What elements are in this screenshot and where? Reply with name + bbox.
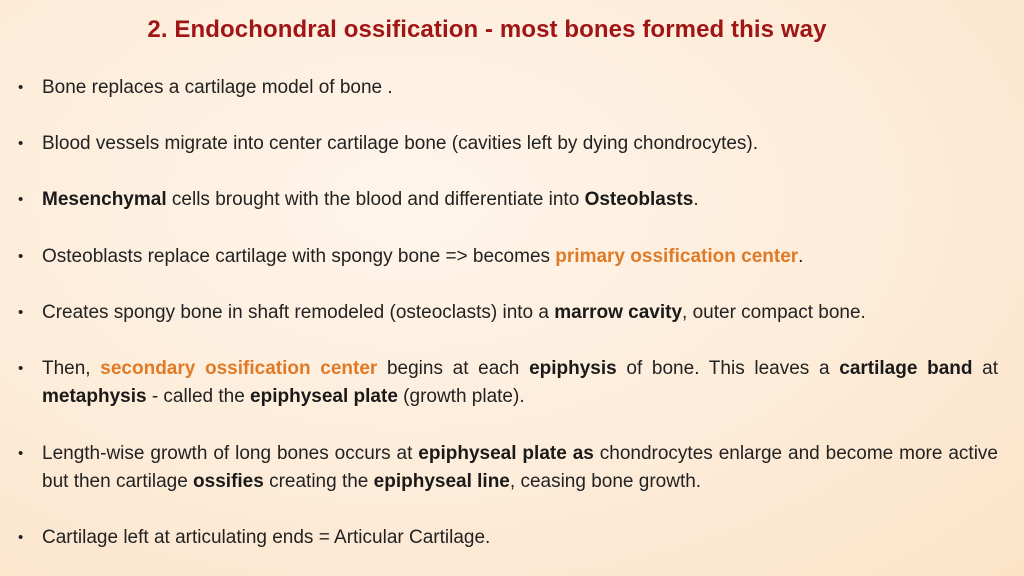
bullet-marker: • <box>18 360 24 377</box>
bullet-text: Blood vessels migrate into center cartilage bone (cavities left by dying chondrocytes). <box>42 133 759 154</box>
bullet-item-2 <box>18 130 998 158</box>
bullet-text: creating the <box>263 471 374 492</box>
term-epiphyseal-plate-as: epiphyseal plate as <box>418 443 594 464</box>
bullet-text: Creates spongy bone in shaft remodeled (osteoclasts) into a <box>42 302 555 323</box>
bullet-text: Osteoblasts replace cartilage with spongy bone => becomes <box>42 246 556 267</box>
bullet-marker: • <box>18 304 24 321</box>
bullet-text: chondrocytes enlarge and become more active but then cartilage <box>42 443 998 492</box>
term-epiphysis: epiphysis <box>529 358 617 379</box>
bullet-text: begins at each <box>377 358 530 379</box>
bullet-item-3 <box>18 186 998 214</box>
bullet-text: (growth plate). <box>397 386 525 407</box>
slide-title: 2. Endochondral ossification - most bones formed this way <box>147 16 827 43</box>
bullet-text: Length-wise growth of long bones occurs at <box>42 443 419 464</box>
bullet-text: - called the <box>146 386 251 407</box>
bullet-text: of bone. This leaves a <box>616 358 840 379</box>
term-epiphyseal-plate: epiphyseal plate <box>250 386 398 407</box>
bullet-item-4 <box>18 243 998 271</box>
bullet-item-5 <box>18 299 998 327</box>
term-marrow-cavity: marrow cavity <box>554 302 683 323</box>
bullet-marker: • <box>18 135 24 152</box>
bullet-marker: • <box>18 248 24 265</box>
bullet-item-6 <box>18 355 998 411</box>
term-mesenchymal: Mesenchymal <box>42 189 167 210</box>
bullet-marker: • <box>18 529 24 546</box>
bullet-marker: • <box>18 79 24 96</box>
bullet-text: Cartilage left at articulating ends = Articular Cartilage. <box>42 527 491 548</box>
bullet-marker: • <box>18 191 24 208</box>
bullet-text: , outer compact bone. <box>682 302 866 323</box>
bullet-text: cells brought with the blood and differentiate into <box>166 189 585 210</box>
term-primary-ossification-center: primary ossification center <box>555 246 799 267</box>
term-cartilage-band: cartilage band <box>839 358 973 379</box>
bullet-text: Bone replaces a cartilage model of bone . <box>42 77 393 98</box>
bullet-text: . <box>693 189 699 210</box>
bullet-marker: • <box>18 445 24 462</box>
bullet-text: Then, <box>42 358 101 379</box>
term-metaphysis: metaphysis <box>42 386 147 407</box>
term-secondary-ossification-center: secondary ossification center <box>100 358 378 379</box>
bullet-text: . <box>798 246 804 267</box>
bullet-item-7 <box>18 440 998 496</box>
term-ossifies: ossifies <box>193 471 264 492</box>
bullet-text: at <box>972 358 998 379</box>
bullet-text: , ceasing bone growth. <box>509 471 702 492</box>
bullet-item-8 <box>18 524 998 552</box>
bullet-item-1 <box>18 74 998 102</box>
term-epiphyseal-line: epiphyseal line <box>373 471 510 492</box>
term-osteoblasts: Osteoblasts <box>584 189 694 210</box>
